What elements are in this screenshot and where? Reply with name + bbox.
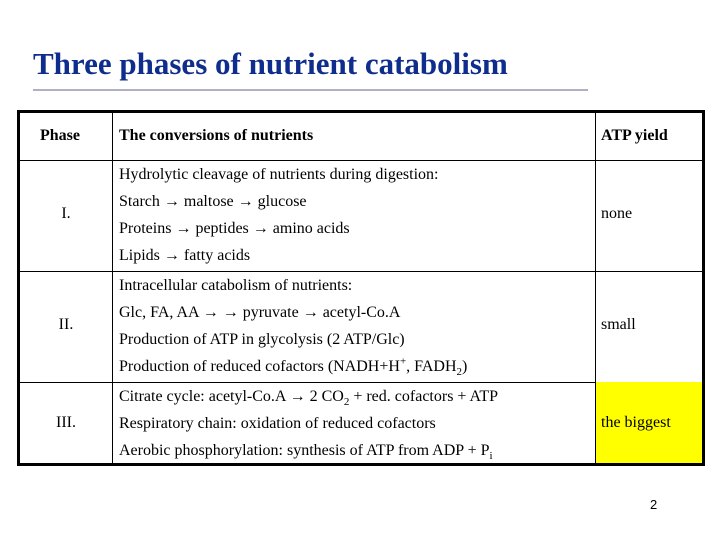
page-number: 2 bbox=[650, 497, 658, 512]
conversion-line: Aerobic phosphorylation: synthesis of ATP from ADP + $P_i$ bbox=[119, 442, 493, 463]
atp-yield: the biggest bbox=[601, 414, 671, 431]
conversion-line: Starch → maltose → glucose bbox=[119, 193, 307, 210]
conversion-line: Respiratory chain: oxidation of reduced cofactors bbox=[119, 415, 436, 432]
header-atp: ATP yield bbox=[601, 127, 668, 144]
table-row bbox=[20, 160, 702, 272]
phase-cell bbox=[20, 382, 113, 463]
phase-label: I. bbox=[61, 205, 71, 222]
header-conversions: The conversions of nutrients bbox=[119, 127, 314, 144]
phase-cell bbox=[20, 271, 113, 382]
conversion-line: Proteins → peptides → amino acids bbox=[119, 220, 350, 237]
header-cell-atp bbox=[596, 113, 702, 160]
header-cell-conversions bbox=[113, 113, 596, 160]
conversion-line: Intracellular catabolism of nutrients: bbox=[119, 277, 353, 294]
atp-cell-highlighted bbox=[596, 382, 702, 463]
conversion-line: Lipids → fatty acids bbox=[119, 247, 251, 264]
conversions-cell bbox=[113, 382, 596, 463]
conversion-line: Hydrolytic cleavage of nutrients during digestion: bbox=[119, 166, 439, 183]
table-row bbox=[20, 382, 702, 463]
phase-label: II. bbox=[58, 316, 74, 333]
conversion-line: Production of reduced cofactors (NADH+H+, $FADH_2$) bbox=[119, 355, 468, 379]
atp-cell bbox=[596, 271, 702, 382]
title-underline bbox=[33, 89, 588, 91]
conversions-cell bbox=[113, 271, 596, 382]
atp-yield: none bbox=[601, 205, 633, 222]
conversion-line: Production of ATP in glycolysis (2 ATP/Glc) bbox=[119, 331, 405, 348]
table-row bbox=[20, 271, 702, 383]
atp-cell bbox=[596, 160, 702, 271]
conversion-line: Citrate cycle: acetyl-Co.A → 2 $CO_2$ + red. cofactors + ATP bbox=[119, 388, 499, 409]
phase-cell bbox=[20, 160, 113, 271]
phase-label: III. bbox=[56, 414, 76, 431]
conversion-line: Glc, FA, AA → → pyruvate → acetyl-Co.A bbox=[119, 304, 401, 321]
slide-title: Three phases of nutrient catabolism bbox=[33, 46, 508, 81]
catabolism-table bbox=[17, 110, 705, 466]
header-cell-phase bbox=[20, 113, 113, 160]
header-phase: Phase bbox=[40, 127, 80, 144]
atp-yield: small bbox=[601, 316, 636, 333]
conversions-cell bbox=[113, 160, 596, 271]
table-header-row bbox=[20, 113, 702, 161]
